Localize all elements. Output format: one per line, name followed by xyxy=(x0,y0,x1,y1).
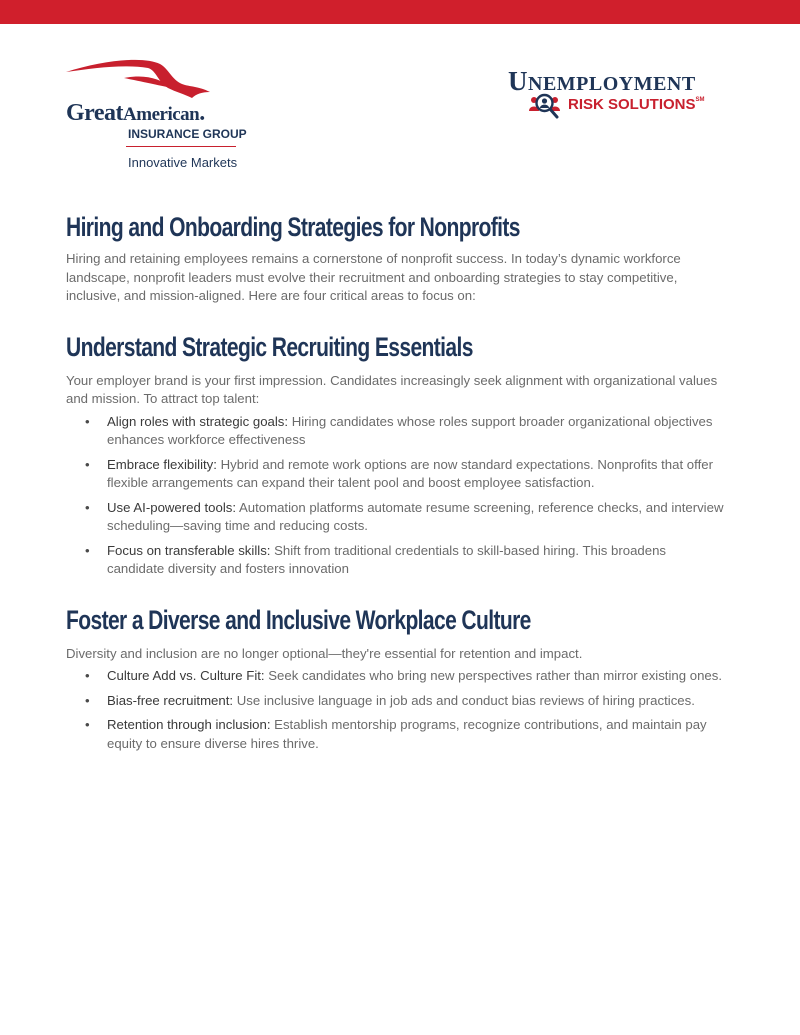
top-brand-bar xyxy=(0,0,800,24)
bullet-lead: Culture Add vs. Culture Fit: xyxy=(107,668,265,683)
wordmark-great: Great xyxy=(66,100,124,126)
bullet-text: Hybrid and remote work options are now standard expectations. Nonprofits that offer flexible arrangements can expand their talent pool and boost employee satisfaction. xyxy=(107,456,713,490)
innovative-markets-label: Innovative Markets xyxy=(128,155,238,170)
bullet-icon: • xyxy=(85,542,90,558)
bullet-text: Shift from traditional credentials to skill-based hiring. This broadens candidate diversity and fosters innovation xyxy=(107,542,667,576)
insurance-group-label: INSURANCE GROUP xyxy=(128,127,247,141)
bullet-text: Hiring candidates whose roles support broader organizational objectives enhances workforce effectiveness xyxy=(107,413,713,447)
section-body-inclusion: Diversity and inclusion are no longer optional—they're essential for retention and impact. xyxy=(66,645,583,661)
list-item xyxy=(66,692,726,711)
list-item xyxy=(66,667,726,686)
intro-paragraph: Hiring and retaining employees remains a cornerstone of nonprofit success. In today’s dynamic workforce landscape, nonprofit leaders must evolve their recruitment and onboarding strategies to stay competitive, inclusive, and mission-aligned. Here are four critical areas to focus on: xyxy=(66,251,681,303)
section-body-recruiting: Your employer brand is your first impression. Candidates increasingly seek alignment with organizational values and mission. To attract top talent: xyxy=(66,372,718,406)
bullet-text: Seek candidates who bring new perspectives rather than mirror existing ones. xyxy=(264,668,722,683)
urs-rest: NEMPLOYMENT xyxy=(528,73,696,95)
people-search-icon xyxy=(528,93,568,121)
bullet-lead: Use AI-powered tools: xyxy=(107,499,237,515)
risk-solutions-text: RISK SOLUTIONS xyxy=(568,96,696,113)
bullet-text: Establish mentorship programs, recognize contributions, and maintain pay equity to ensure diverse hires thrive. xyxy=(107,717,707,751)
bullet-icon: • xyxy=(85,668,90,683)
bullet-lead: Embrace flexibility: xyxy=(107,456,217,472)
list-item xyxy=(66,499,726,536)
page-title: Hiring and Onboarding Strategies for Nonprofits xyxy=(66,212,520,242)
bullet-text: Use inclusive language in job ads and conduct bias reviews of hiring practices. xyxy=(233,692,695,708)
list-item xyxy=(66,456,726,493)
risk-solutions-label xyxy=(568,96,705,113)
bullet-text: Automation platforms automate resume screening, reference checks, and interview scheduling—saving time and reducing costs. xyxy=(107,499,724,533)
list-item xyxy=(66,542,726,579)
urs-initial: U xyxy=(508,66,528,96)
unemployment-risk-solutions-logo xyxy=(508,66,705,126)
section-title-inclusion: Foster a Diverse and Inclusive Workplace Culture xyxy=(66,604,531,635)
list-item xyxy=(66,716,726,753)
great-american-wordmark xyxy=(66,100,205,127)
bullet-icon: • xyxy=(85,413,90,429)
service-mark: SM xyxy=(695,97,705,103)
bullet-icon: • xyxy=(85,717,90,732)
bullet-icon: • xyxy=(85,499,90,515)
article-content xyxy=(66,210,726,759)
bullet-lead: Align roles with strategic goals: xyxy=(107,413,289,429)
list-item xyxy=(66,413,726,450)
bullet-icon: • xyxy=(85,692,90,708)
recruiting-bullet-list xyxy=(66,413,726,579)
bullet-lead: Retention through inclusion: xyxy=(107,717,271,732)
great-american-logo xyxy=(64,58,254,178)
bullet-lead: Bias-free recruitment: xyxy=(107,692,234,708)
inclusion-bullet-list xyxy=(66,667,726,753)
wordmark-mark: . xyxy=(199,100,205,126)
section-title-recruiting: Understand Strategic Recruiting Essentials xyxy=(66,331,473,362)
logo-divider xyxy=(126,146,236,147)
wordmark-american: American xyxy=(123,104,200,125)
eagle-swoosh-icon xyxy=(64,58,214,106)
bullet-icon: • xyxy=(85,456,90,472)
bullet-lead: Focus on transferable skills: xyxy=(107,542,271,558)
